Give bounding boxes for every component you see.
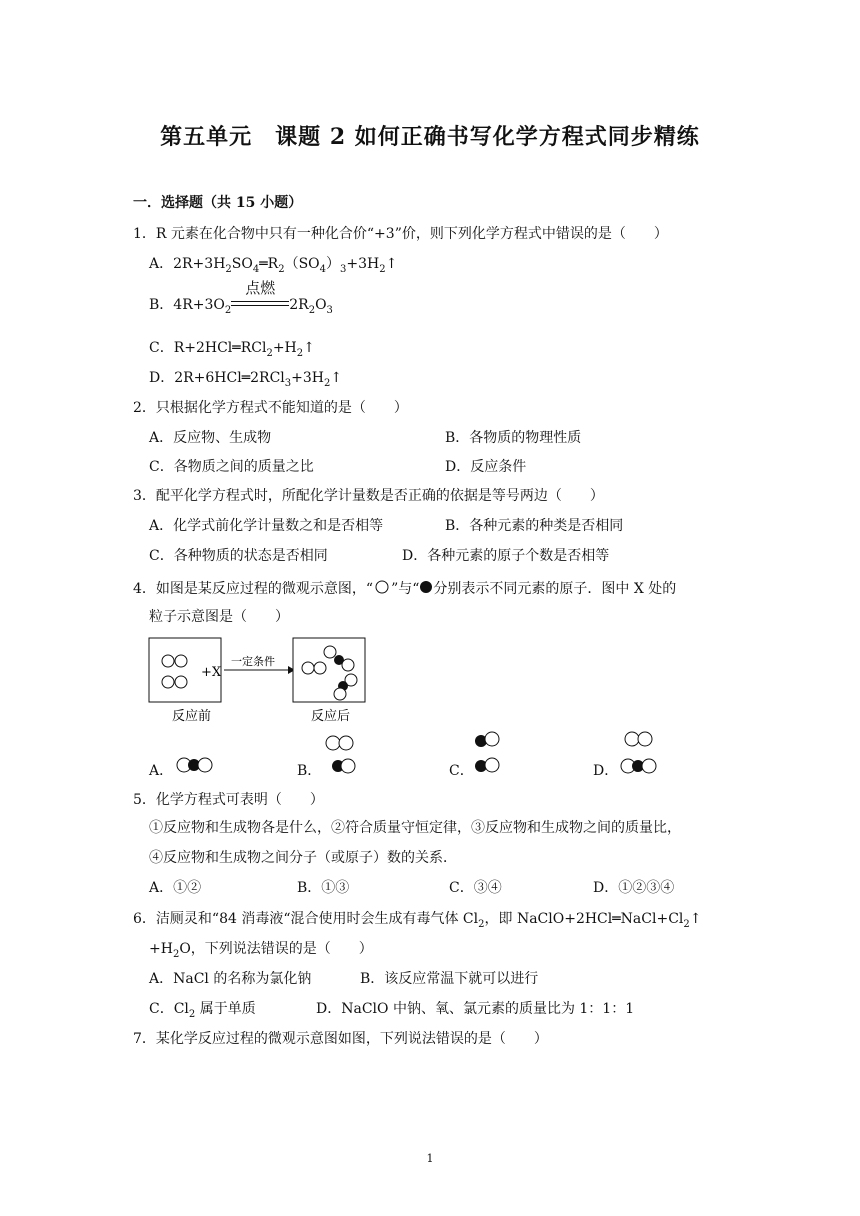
q6-option-c[interactable] [149, 999, 256, 1019]
text: O [315, 297, 327, 313]
q2-option-c[interactable]: C．各物质之间的质量之比 [149, 459, 314, 475]
text: 6．洁厕灵和“84 消毒液“混合使用时会生成有毒气体 Cl [133, 911, 479, 927]
q4-option-d-molecules [616, 728, 666, 778]
text: ”与“ [391, 581, 420, 597]
question-6-stem-line1 [133, 909, 702, 929]
sub: 2 [278, 263, 285, 275]
text: A．2R+3H [149, 256, 226, 272]
atom [162, 655, 174, 667]
q4-reaction-diagram [148, 636, 372, 726]
atom [162, 676, 174, 688]
sub: 2 [308, 304, 316, 316]
white-atom-icon [373, 580, 391, 594]
atom [642, 759, 656, 773]
sub: 2 [266, 347, 273, 359]
atom [334, 688, 346, 700]
q4-option-c-molecules [468, 728, 508, 778]
question-6-stem-line2 [149, 939, 373, 959]
text: +3H [291, 370, 325, 386]
q4-option-a-molecule [174, 754, 222, 776]
atom [175, 676, 187, 688]
atom [302, 662, 314, 674]
q1-option-c[interactable] [149, 338, 315, 358]
q3-option-a[interactable]: A．化学式前化学计量数之和是否相等 [149, 518, 384, 534]
text: C．Cl [149, 1001, 189, 1017]
q2-option-d[interactable]: D．反应条件 [445, 459, 527, 475]
text: ，即 NaClO+2HCl═NaCl+Cl [484, 911, 684, 927]
q5-statement-line1: ①反应物和生成物各是什么，②符合质量守恒定律，③反应物和生成物之间的质量比， [149, 820, 681, 836]
text: ↑ [303, 340, 315, 356]
text: ═R [259, 256, 279, 272]
q1-option-a[interactable] [149, 254, 397, 274]
q2-option-a[interactable]: A．反应物、生成物 [149, 430, 272, 446]
option-letter: D． [593, 763, 619, 779]
q3-option-c[interactable]: C．各种物质的状态是否相同 [149, 548, 328, 564]
text: 2R [289, 297, 309, 313]
q4-option-d[interactable] [593, 761, 618, 781]
sub: 3 [284, 377, 292, 389]
arrow-condition-label: 一定条件 [231, 655, 275, 668]
sub: 3 [326, 304, 333, 316]
before-label: 反应前 [172, 709, 212, 724]
section-heading: 一．选择题（共 15 小题） [133, 195, 303, 211]
q6-option-b[interactable]: B．该反应常温下就可以进行 [360, 971, 539, 987]
question-1-stem: 1．R 元素在化合物中只有一种化合价“+3”价，则下列化学方程式中错误的是（ ） [133, 226, 668, 242]
option-letter: C． [449, 763, 474, 779]
sub: 2 [324, 377, 331, 389]
reaction-condition [231, 279, 289, 315]
atom [638, 732, 652, 746]
q4-option-a[interactable] [149, 761, 173, 781]
sub: 4 [252, 263, 260, 275]
q3-option-b[interactable]: B．各种元素的种类是否相同 [445, 518, 624, 534]
page-title: 第五单元 课题 2 如何正确书写化学方程式同步精练 [160, 124, 700, 150]
atom [314, 662, 326, 674]
atom [326, 736, 340, 750]
text: 属于单质 [195, 1001, 256, 1017]
q1-option-d[interactable] [149, 368, 342, 388]
atom [485, 732, 499, 746]
sub: 2 [379, 263, 386, 275]
atom [198, 758, 212, 772]
sub: 2 [683, 918, 690, 930]
q3-option-d[interactable]: D．各种元素的原子个数是否相等 [402, 548, 610, 564]
q5-option-c[interactable]: C．③④ [449, 880, 502, 896]
text: D．2R+6HCl═2RCl [149, 370, 285, 386]
text: ↑ [689, 911, 702, 927]
atom [324, 646, 336, 658]
atom [339, 736, 353, 750]
text: ↑ [330, 370, 343, 386]
sub: 2 [478, 918, 485, 930]
text: +H [272, 340, 297, 356]
equals-line-top [231, 301, 289, 302]
text: ） [326, 256, 341, 272]
q5-option-a[interactable]: A．①② [149, 880, 202, 896]
black-atom-icon [419, 580, 433, 594]
question-4-stem-line2: 粒子示意图是（ ） [149, 609, 289, 625]
atom [175, 655, 187, 667]
plus-x-label: +X [201, 665, 222, 680]
q1-option-b[interactable] [149, 279, 333, 316]
text: O，下列说法错误的是（ ） [179, 941, 373, 957]
sub: 3 [340, 263, 347, 275]
sub: 2 [224, 304, 232, 316]
sub: 2 [296, 347, 304, 359]
sub: 2 [188, 1008, 196, 1020]
text: （SO [284, 256, 320, 272]
page-number: 1 [426, 1152, 434, 1165]
after-label: 反应后 [311, 709, 351, 724]
text: ↑ [385, 256, 398, 272]
condition-label: 点燃 [245, 279, 276, 297]
atom [341, 759, 355, 773]
option-letter: B． [297, 763, 322, 779]
q2-option-b[interactable]: B．各物质的物理性质 [445, 430, 582, 446]
text: C．R+2HCl═RCl [149, 340, 267, 356]
sub: 2 [172, 948, 180, 960]
q6-option-d[interactable]: D．NaClO 中钠、氧、氯元素的质量比为 1：1：1 [316, 1001, 635, 1017]
text: 4．如图是某反应过程的微观示意图，“ [133, 581, 374, 597]
q5-statement-line2: ④反应物和生成物之间分子（或原子）数的关系． [149, 850, 457, 866]
text: +H [149, 941, 173, 957]
atom [342, 659, 354, 671]
sub: 2 [225, 263, 232, 275]
question-4-stem-line1 [133, 579, 676, 599]
q6-option-a[interactable]: A．NaCl 的名称为氯化钠 [149, 971, 312, 987]
text: B．4R+3O [149, 297, 225, 313]
text: SO [231, 256, 253, 272]
atom [625, 732, 639, 746]
equals-line-bottom [231, 305, 289, 306]
question-3-stem: 3．配平化学方程式时，所配化学计量数是否正确的依据是等号两边（ ） [133, 488, 604, 504]
text: 分别表示不同元素的原子．图中 X 处的 [433, 581, 677, 597]
text: +3H [346, 256, 380, 272]
question-5-stem: 5．化学方程式可表明（ ） [133, 792, 324, 808]
sub: 4 [319, 263, 327, 275]
question-7-stem: 7．某化学反应过程的微观示意图如图，下列说法错误的是（ ） [133, 1031, 548, 1047]
atom [485, 758, 499, 772]
option-letter: A． [149, 763, 174, 779]
q4-option-b-molecules [322, 730, 362, 778]
q4-option-b[interactable] [297, 761, 321, 781]
question-2-stem: 2．只根据化学方程式不能知道的是（ ） [133, 400, 408, 416]
q5-option-d[interactable]: D．①②③④ [593, 880, 675, 896]
q5-option-b[interactable]: B．①③ [297, 880, 350, 896]
